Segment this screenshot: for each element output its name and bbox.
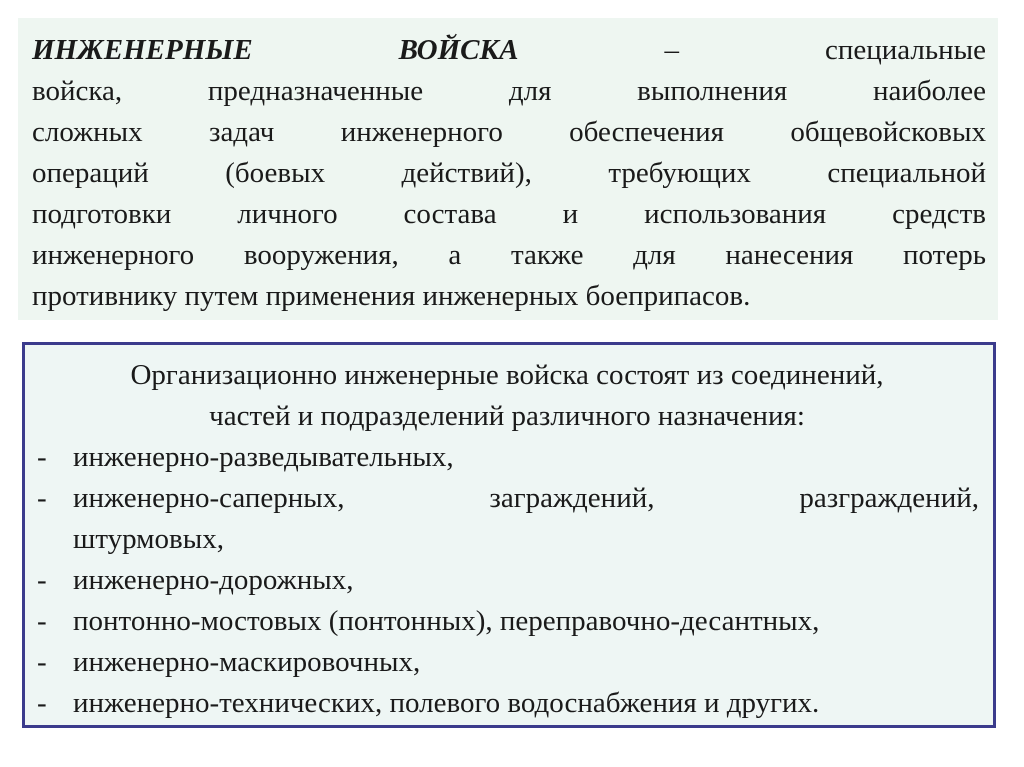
definition-word: выполнения bbox=[637, 75, 788, 107]
definition-word: личного bbox=[237, 198, 338, 230]
definition-word: инженерного bbox=[32, 239, 195, 271]
list-item-text: инженерно-разведывательных, bbox=[73, 441, 454, 473]
list-dash: - bbox=[37, 605, 47, 637]
list-item bbox=[35, 560, 979, 601]
definition-line-4 bbox=[32, 153, 986, 194]
definition-dash: – bbox=[664, 34, 679, 66]
list-dash: - bbox=[37, 646, 47, 678]
definition-line-2 bbox=[32, 71, 986, 112]
organization-intro-line-1: Организационно инженерные войска состоят из соединений, bbox=[130, 359, 884, 391]
organization-box bbox=[22, 342, 996, 728]
definition-box bbox=[18, 18, 998, 320]
definition-word: средств bbox=[892, 198, 986, 230]
definition-word: сложных bbox=[32, 116, 143, 148]
definition-word: наиболее bbox=[872, 75, 986, 107]
list-dash: - bbox=[37, 564, 47, 596]
list-item-text: инженерно-маскировочных, bbox=[73, 646, 421, 678]
definition-term-2: ВОЙСКА bbox=[398, 34, 519, 66]
list-item-word: инженерно-саперных, bbox=[73, 482, 345, 514]
definition-word: инженерного bbox=[340, 116, 503, 148]
list-item bbox=[35, 683, 979, 724]
list-item bbox=[35, 478, 979, 560]
definition-word: потерь bbox=[903, 239, 986, 271]
definition-word: общевойсковых bbox=[790, 116, 986, 148]
definition-word: для bbox=[508, 75, 552, 107]
list-item-word: разграждений, bbox=[799, 482, 979, 514]
definition-line-5 bbox=[32, 194, 986, 235]
list-item bbox=[35, 437, 979, 478]
list-item bbox=[35, 601, 979, 642]
definition-word: войска, bbox=[32, 75, 123, 107]
definition-word: предназначенные bbox=[207, 75, 424, 107]
definition-word: состава bbox=[403, 198, 497, 230]
definition-line-1 bbox=[32, 30, 986, 71]
definition-word: использования bbox=[644, 198, 827, 230]
organization-intro-line-2: частей и подразделений различного назначения: bbox=[209, 400, 805, 432]
definition-word: (боевых bbox=[225, 157, 326, 189]
list-item-text bbox=[73, 478, 979, 560]
list-item bbox=[35, 642, 979, 683]
definition-word: нанесения bbox=[725, 239, 854, 271]
definition-word: для bbox=[633, 239, 676, 271]
definition-line-6 bbox=[32, 235, 986, 276]
definition-line-3 bbox=[32, 112, 986, 153]
definition-word: действий), bbox=[401, 157, 532, 189]
definition-word: и bbox=[562, 198, 579, 230]
troop-types-list bbox=[35, 437, 979, 724]
list-item-continuation: штурмовых, bbox=[73, 523, 224, 555]
definition-word: также bbox=[510, 239, 584, 271]
list-dash: - bbox=[37, 441, 47, 473]
definition-word: специальной bbox=[827, 157, 986, 189]
list-dash: - bbox=[37, 482, 47, 514]
list-item-spread-line bbox=[73, 478, 979, 519]
definition-last-line: противнику путем применения инженерных боеприпасов. bbox=[32, 280, 751, 312]
list-item-text: инженерно-технических, полевого водоснабжения и других. bbox=[73, 687, 820, 719]
definition-word: специальные bbox=[824, 34, 986, 66]
definition-word: операций bbox=[32, 157, 149, 189]
definition-word: а bbox=[448, 239, 462, 271]
definition-word: вооружения, bbox=[243, 239, 399, 271]
definition-word: задач bbox=[208, 116, 275, 148]
definition-word: требующих bbox=[608, 157, 751, 189]
list-item-text: понтонно-мостовых (понтонных), переправочно-десантных, bbox=[73, 605, 820, 637]
definition-word: обеспечения bbox=[569, 116, 724, 148]
definition-word: подготовки bbox=[32, 198, 172, 230]
definition-line-7 bbox=[32, 276, 986, 317]
list-item-text: инженерно-дорожных, bbox=[73, 564, 354, 596]
list-dash: - bbox=[37, 687, 47, 719]
list-item-word: заграждений, bbox=[489, 482, 655, 514]
definition-term: ИНЖЕНЕРНЫЕ bbox=[32, 34, 253, 66]
